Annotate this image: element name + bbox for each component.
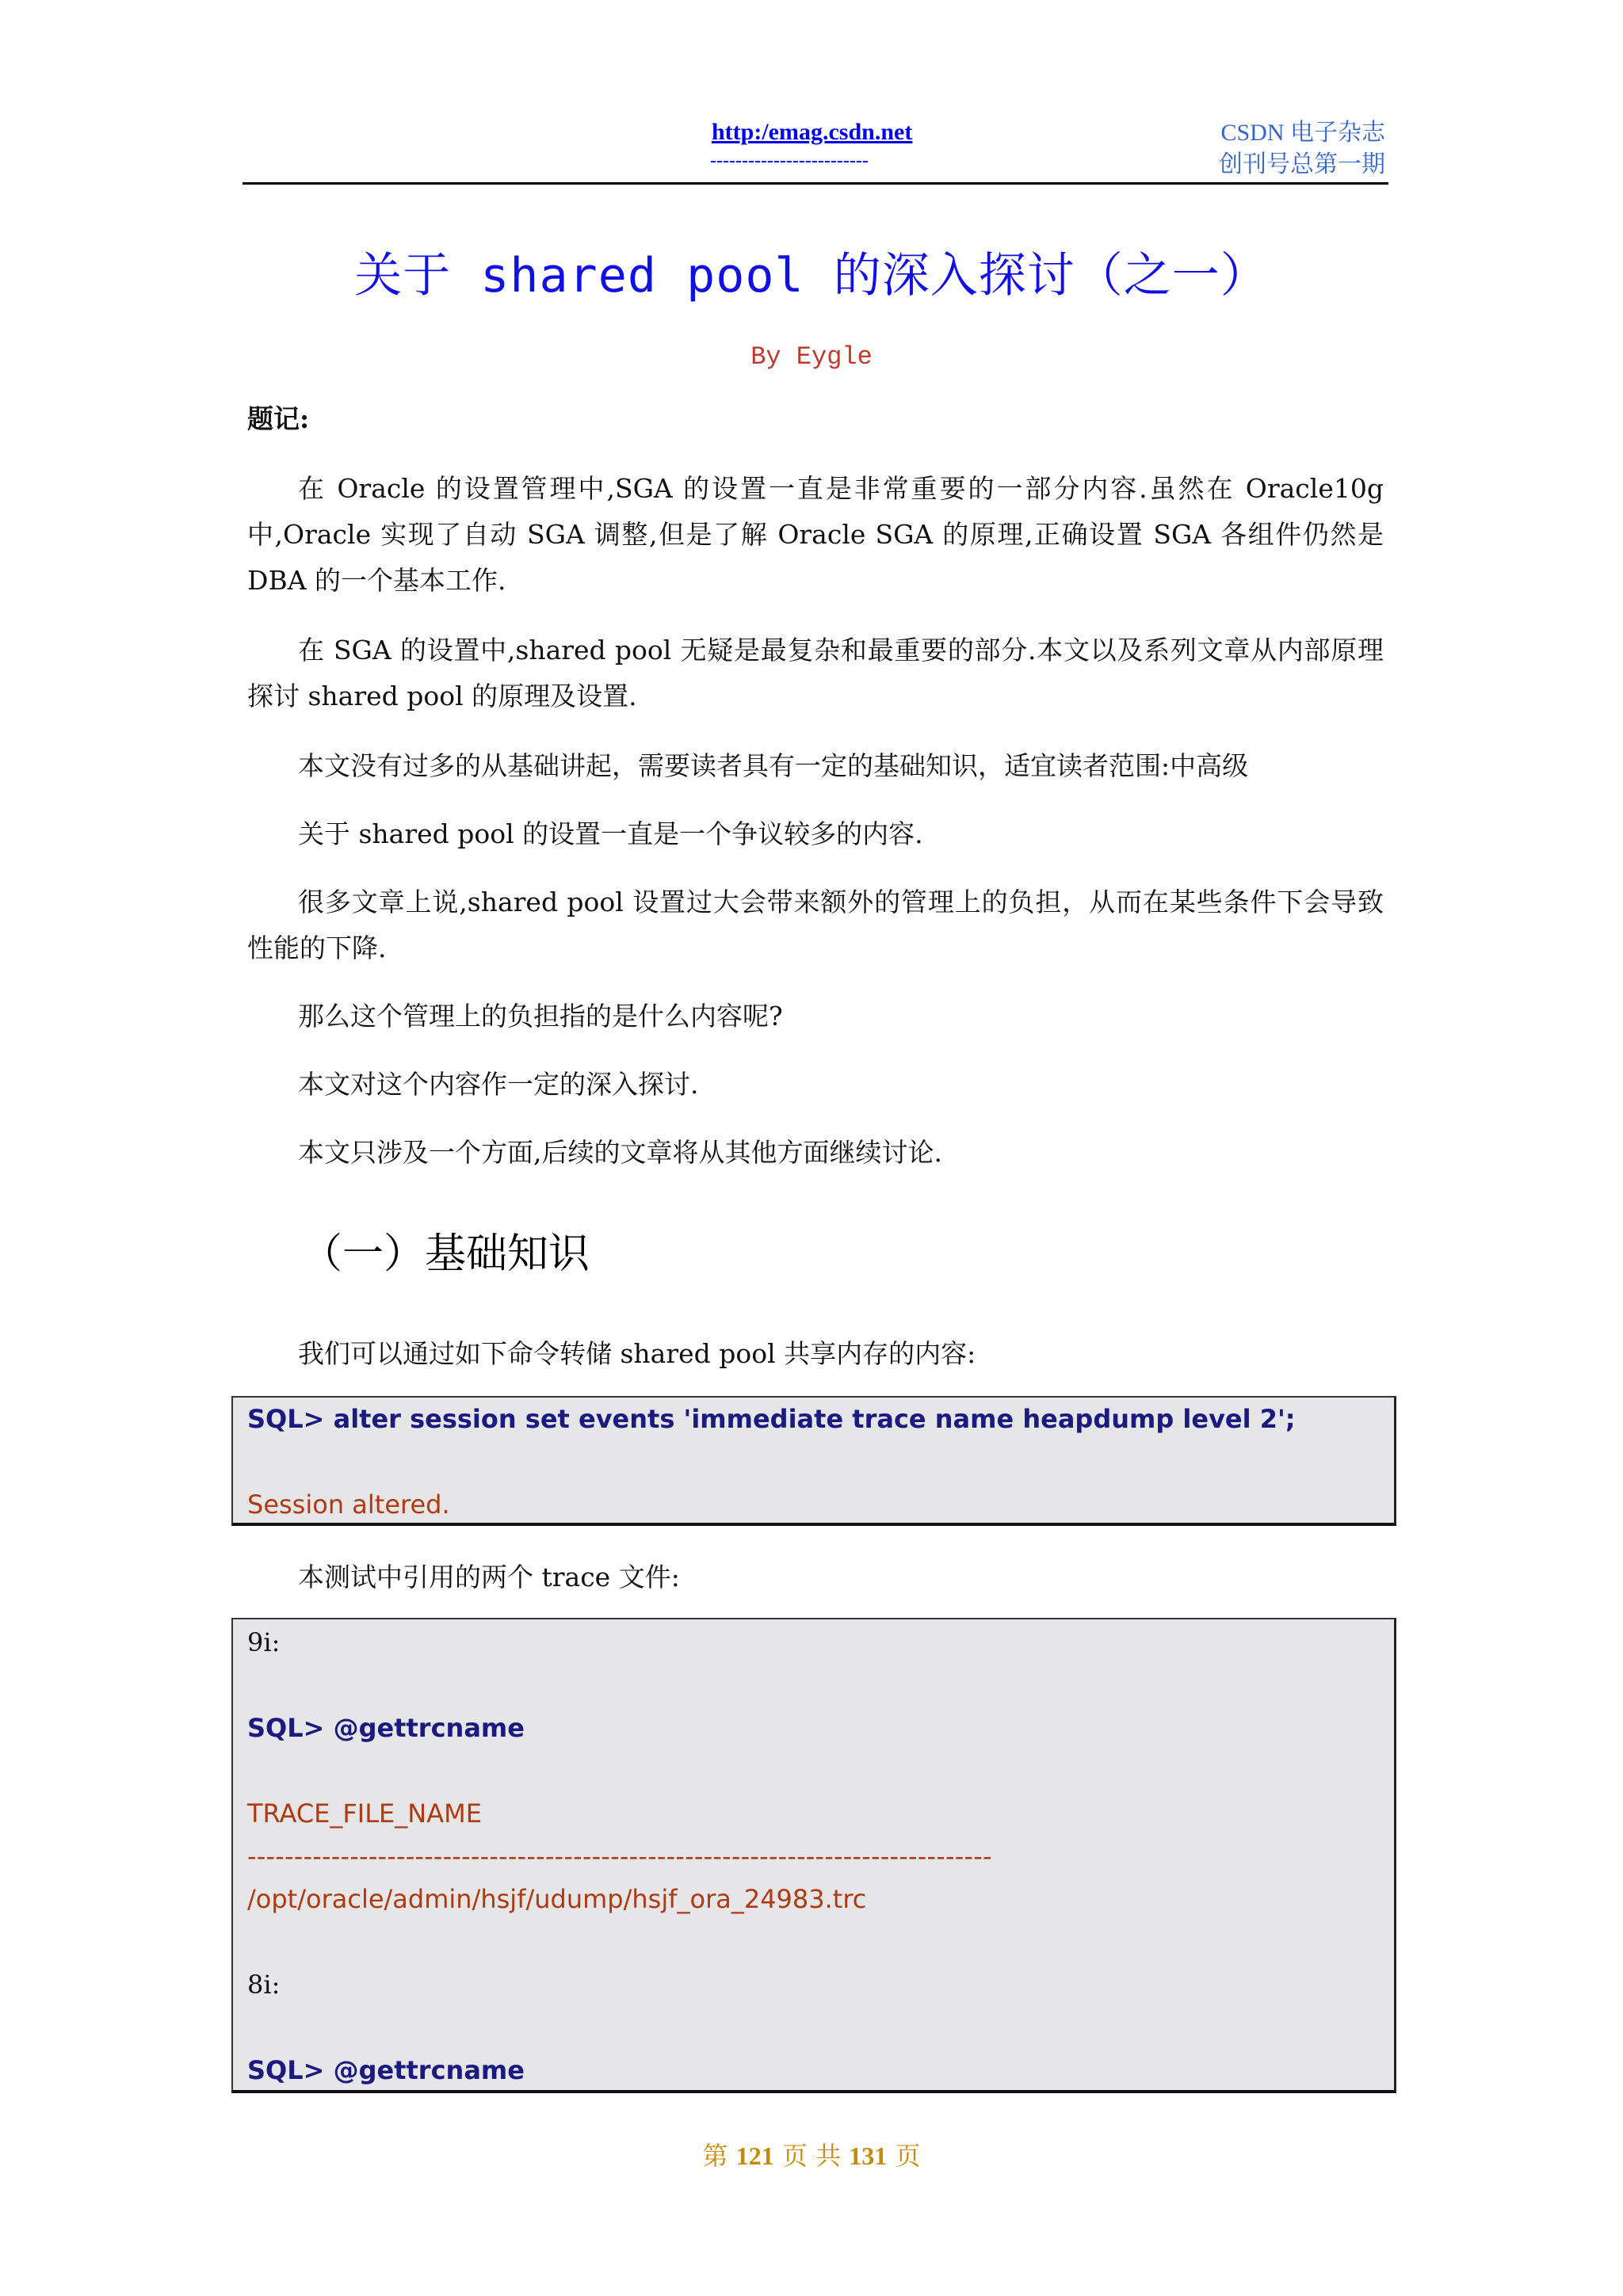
article-title: 关于 shared pool 的深入探讨（之一） <box>354 248 1269 303</box>
magazine-issue: 创刊号总第一期 <box>1219 151 1385 177</box>
paragraph-3: 本文没有过多的从基础讲起，需要读者具有一定的基础知识，适宜读者范围:中高级 <box>298 750 1249 781</box>
magazine-name: CSDN 电子杂志 <box>1220 120 1385 146</box>
header-rule <box>242 182 1388 185</box>
footer-mid: 页 共 <box>781 2141 842 2171</box>
footer-pre: 第 <box>702 2141 728 2171</box>
footer-post: 页 <box>895 2141 921 2171</box>
page-footer <box>0 2136 1623 2172</box>
url-underline-dashes: ------------------------- <box>710 151 869 171</box>
code-trace-file-9i: /opt/oracle/admin/hsjf/udump/hsjf_ora_24983.trc <box>247 1884 867 1914</box>
author-byline: By Eygle <box>750 342 873 372</box>
magazine-info <box>1219 117 1385 181</box>
paragraph-4: 关于 shared pool 的设置一直是一个争议较多的内容. <box>298 818 923 849</box>
footer-page-number: 121 <box>735 2142 774 2170</box>
footer-total-pages: 131 <box>849 2142 888 2170</box>
code-label-8i: 8i: <box>247 1970 281 2000</box>
magazine-url-link[interactable]: http:/emag.csdn.net <box>712 119 913 145</box>
paragraph-5: 很多文章上说,shared pool 设置过大会带来额外的管理上的负担，从而在某些条件下会导致性能的下降. <box>247 887 1384 963</box>
paragraph-2: 在 SGA 的设置中,shared pool 无疑是最复杂和最重要的部分.本文以及系列文章从内部原理探讨 shared pool 的原理及设置. <box>247 635 1384 711</box>
paragraph-6: 那么这个管理上的负担指的是什么内容呢? <box>298 1001 783 1032</box>
code-separator: -------------------------------------------------------------------------------- <box>247 1841 992 1871</box>
code-column-header: TRACE_FILE_NAME <box>247 1798 482 1829</box>
section-heading: （一）基础知识 <box>301 1230 590 1278</box>
code-command-9i: SQL> @gettrcname <box>247 1713 525 1743</box>
code-command: SQL> alter session set events 'immediate trace name heapdump level 2'; <box>247 1404 1296 1434</box>
intro-paragraph-2: 本测试中引用的两个 trace 文件: <box>298 1562 680 1592</box>
note-heading: 题记: <box>247 403 310 434</box>
paragraph-7: 本文对这个内容作一定的深入探讨. <box>298 1069 699 1100</box>
code-output: Session altered. <box>247 1489 450 1520</box>
code-block-tracefiles <box>231 1618 1396 2093</box>
paragraph-1: 在 Oracle 的设置管理中,SGA 的设置一直是非常重要的一部分内容.虽然在 Oracle10g 中,Oracle 实现了自动 SGA 调整,但是了解 Oracle SGA 的原理,正确设置 SGA 各组件仍然是 DBA 的一个基本工作. <box>247 473 1384 596</box>
intro-paragraph-1: 我们可以通过如下命令转储 shared pool 共享内存的内容: <box>298 1338 976 1369</box>
code-block-heapdump <box>231 1396 1396 1526</box>
code-label-9i: 9i: <box>247 1627 281 1657</box>
code-command-8i: SQL> @gettrcname <box>247 2055 525 2085</box>
paragraph-8: 本文只涉及一个方面,后续的文章将从其他方面继续讨论. <box>298 1137 942 1168</box>
